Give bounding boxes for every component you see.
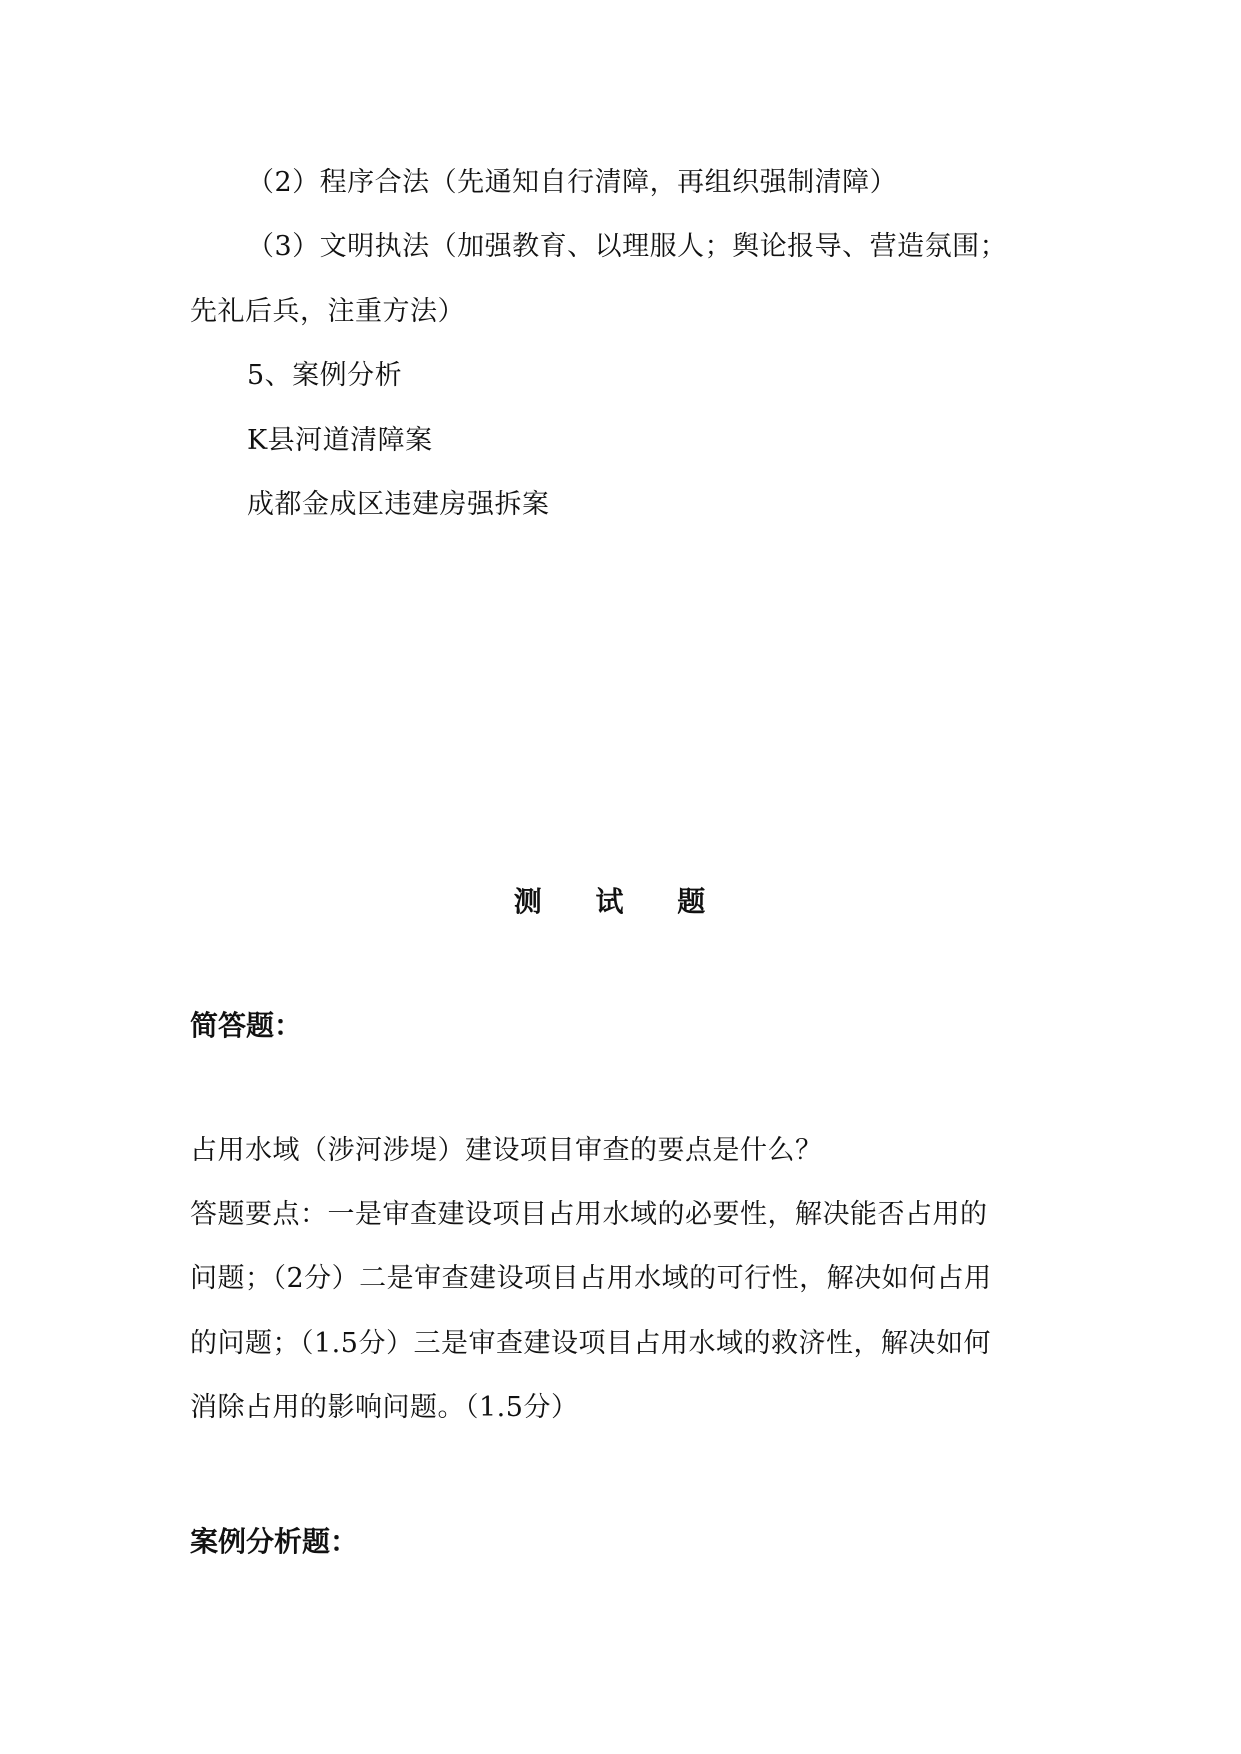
item-5-case-analysis: 5、案例分析 (247, 360, 403, 391)
quiz-question: 占用水域（涉河涉堤）建设项目审查的要点是什么？ (190, 1135, 823, 1166)
short-answer-heading: 简答题： (190, 1009, 303, 1042)
item-3-civil-enforcement-line1: （3）文明执法（加强教育、以理服人；舆论报导、营造氛围； (247, 231, 1008, 262)
answer-line-2: 问题；（2分）二是审查建设项目占用水域的可行性，解决如何占用 (190, 1263, 992, 1294)
item-3-civil-enforcement-line2: 先礼后兵，注重方法） (190, 296, 465, 327)
case-item-k-county: K县河道清障案 (247, 425, 433, 456)
item-2-procedure-legal: （2）程序合法（先通知自行清障，再组织强制清障） (247, 167, 898, 198)
quiz-title: 测 试 题 (513, 885, 728, 918)
answer-line-4: 消除占用的影响问题。（1.5分） (190, 1392, 579, 1423)
case-analysis-heading: 案例分析题： (190, 1525, 359, 1558)
case-item-chengdu: 成都金成区违建房强拆案 (247, 489, 550, 520)
answer-line-1: 答题要点：一是审查建设项目占用水域的必要性，解决能否占用的 (190, 1199, 988, 1230)
answer-line-3: 的问题；（1.5分）三是审查建设项目占用水域的救济性，解决如何 (190, 1328, 991, 1359)
